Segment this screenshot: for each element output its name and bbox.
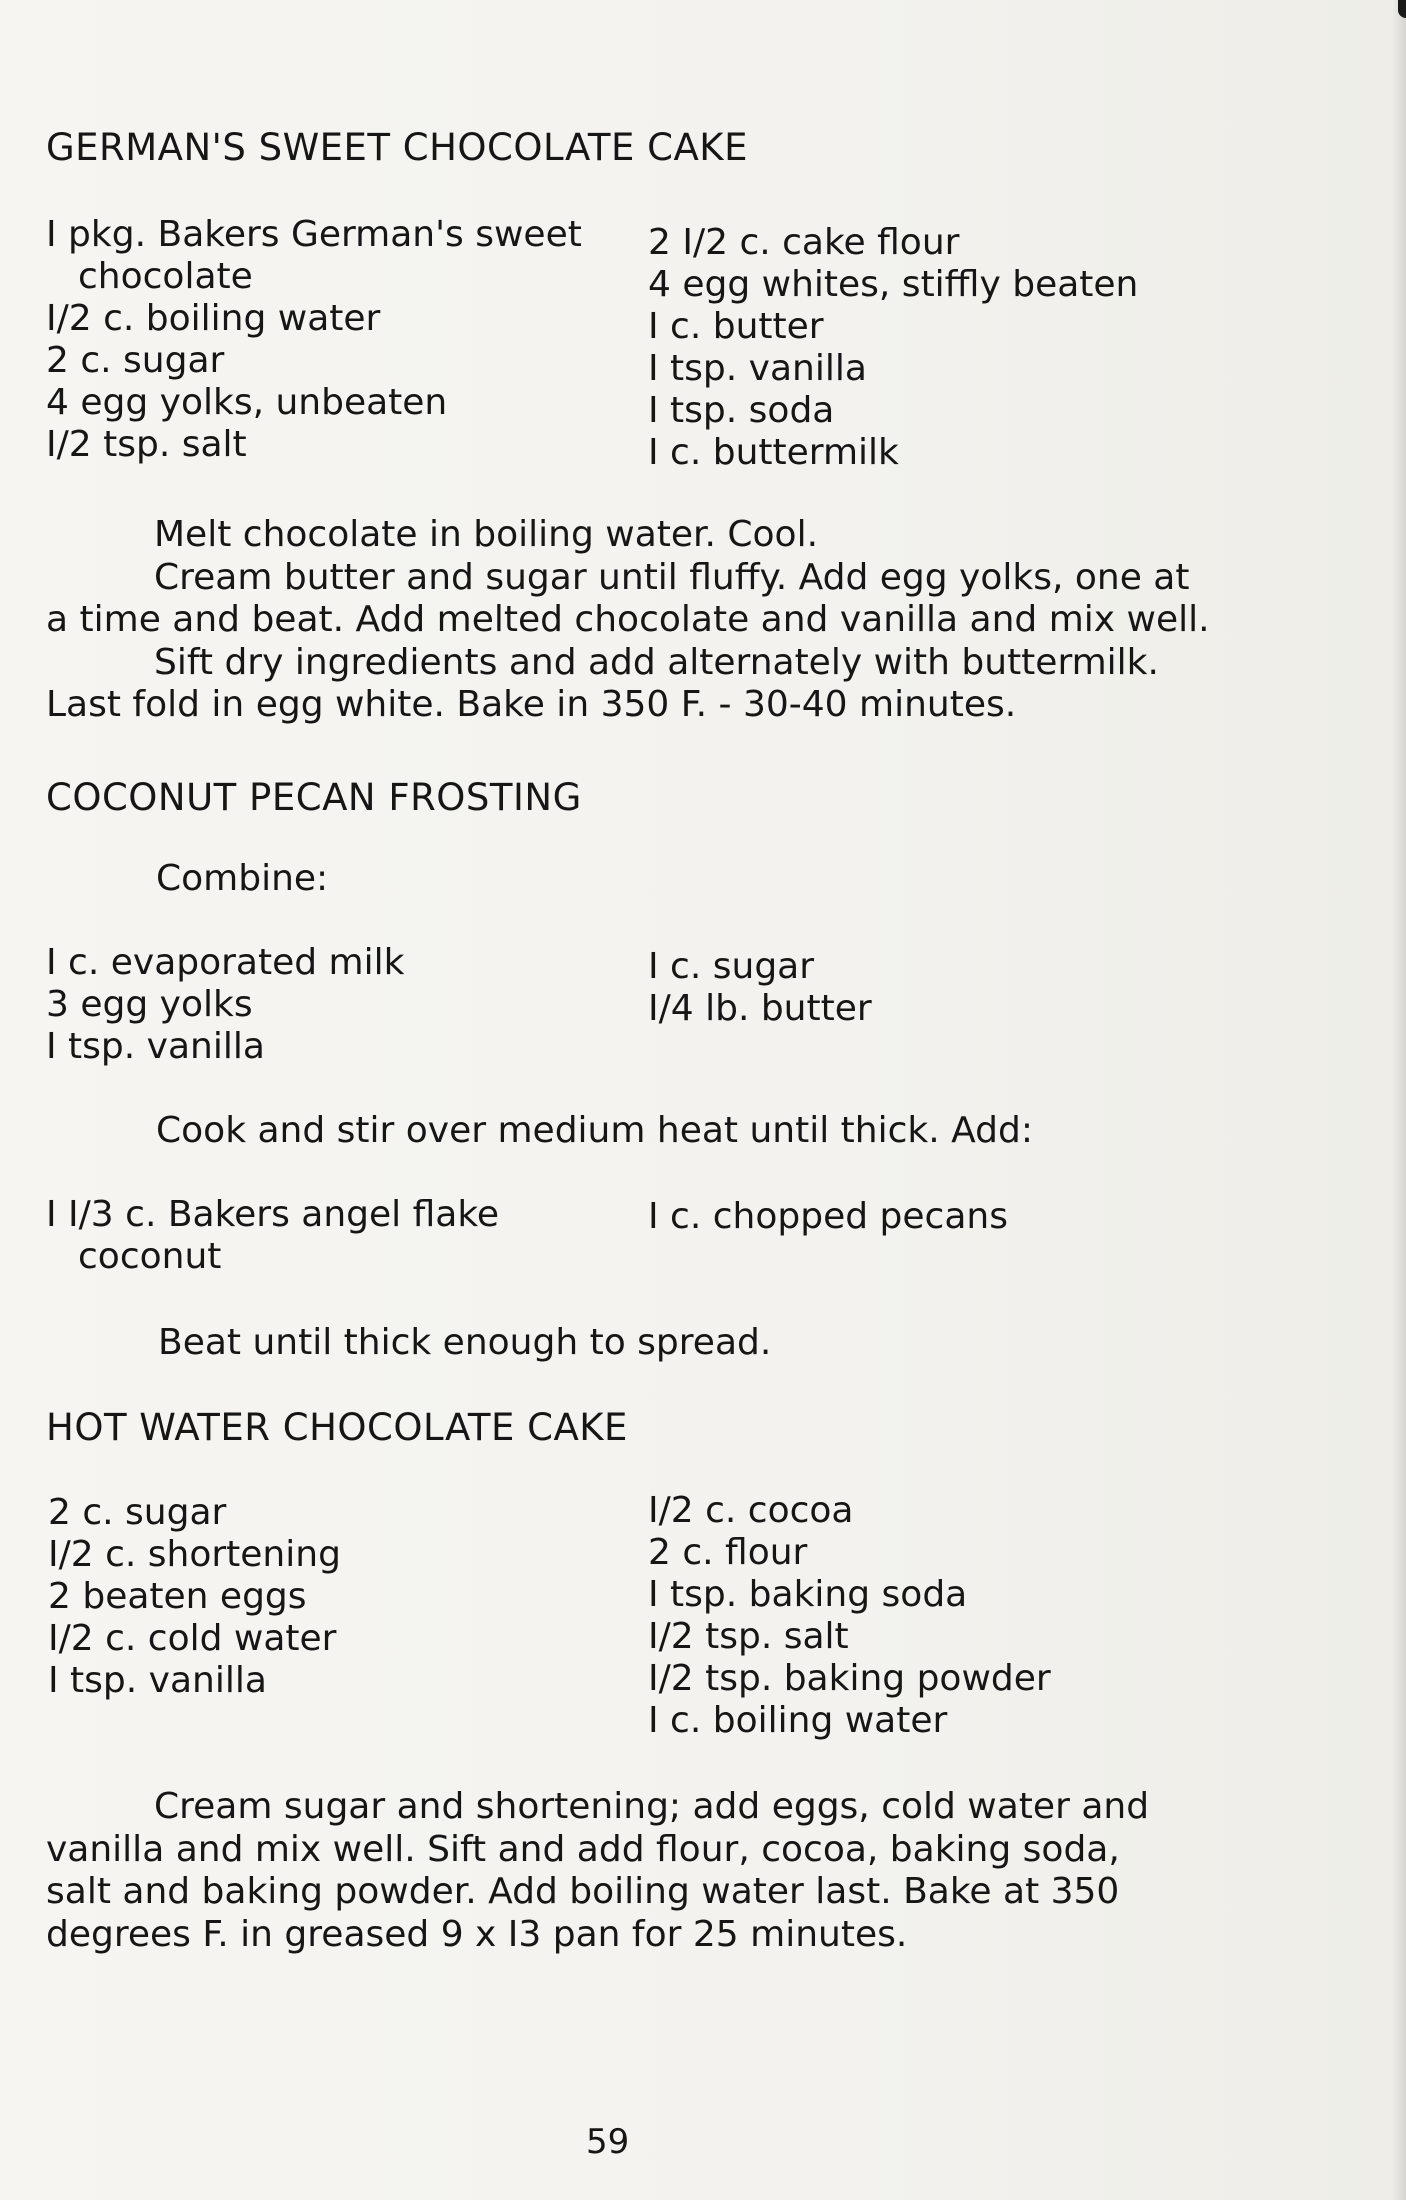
corner-mark: [1398, 0, 1406, 18]
ingredient: I/2 tsp. salt: [46, 424, 247, 465]
german-cake-ingredients-right: [648, 222, 1138, 474]
german-cake-directions: [46, 514, 1246, 727]
ingredient: I c. butter: [648, 306, 824, 347]
hot-water-cake-ingredients-left: [48, 1492, 341, 1702]
frosting-ingredients-right: [648, 946, 872, 1030]
cook-instruction: Cook and stir over medium heat until thick. Add:: [156, 1110, 1033, 1151]
ingredient: I tsp. vanilla: [648, 348, 867, 389]
ingredient: I I/3 c. Bakers angel flake: [46, 1194, 500, 1235]
final-instruction: Beat until thick enough to spread.: [158, 1322, 772, 1363]
page-edge-shadow: [1392, 0, 1406, 2200]
page-number: 59: [586, 2122, 630, 2162]
ingredient: I/2 c. shortening: [48, 1534, 341, 1575]
hot-water-cake-title: HOT WATER CHOCOLATE CAKE: [46, 1406, 628, 1449]
direction-line: Melt chocolate in boiling water. Cool.: [154, 514, 819, 555]
direction-line: degrees F. in greased 9 x I3 pan for 25 minutes.: [46, 1913, 908, 1955]
combine-label: Combine:: [156, 858, 329, 899]
direction-line: vanilla and mix well. Sift and add flour, cocoa, baking soda,: [46, 1828, 1120, 1870]
ingredient: 2 c. flour: [648, 1532, 808, 1573]
direction-line: salt and baking powder. Add boiling water last. Bake at 350: [46, 1871, 1120, 1912]
hot-water-cake-directions: [46, 1786, 1246, 1956]
ingredient: I/4 lb. butter: [648, 988, 872, 1029]
ingredient: 2 c. sugar: [46, 340, 225, 381]
ingredient: I/2 c. boiling water: [46, 298, 381, 339]
ingredient: I c. buttermilk: [648, 432, 899, 473]
ingredient: I c. boiling water: [648, 1700, 948, 1741]
ingredient: I tsp. vanilla: [46, 1026, 265, 1067]
german-cake-title: GERMAN'S SWEET CHOCOLATE CAKE: [46, 126, 748, 169]
ingredient: chocolate: [78, 256, 253, 297]
frosting-add-left: [46, 1194, 499, 1278]
ingredient: I/2 tsp. salt: [648, 1616, 849, 1657]
ingredient: I tsp. baking soda: [648, 1574, 968, 1615]
ingredient: 2 c. sugar: [48, 1492, 227, 1533]
hot-water-cake-ingredients-right: [648, 1490, 1051, 1742]
ingredient: I c. chopped pecans: [648, 1196, 1008, 1237]
ingredient: 4 egg yolks, unbeaten: [46, 382, 448, 423]
ingredient: coconut: [78, 1236, 222, 1277]
ingredient: I/2 c. cocoa: [648, 1490, 854, 1531]
ingredient: 2 beaten eggs: [48, 1576, 307, 1617]
ingredient: I/2 c. cold water: [48, 1618, 337, 1659]
ingredient: 4 egg whites, stiffly beaten: [648, 264, 1139, 305]
direction-line: Cream sugar and shortening; add eggs, cold water and: [154, 1786, 1150, 1827]
frosting-ingredients-left: [46, 942, 404, 1068]
frosting-add-right: [648, 1196, 1008, 1238]
ingredient: 2 I/2 c. cake flour: [648, 222, 960, 263]
direction-line: a time and beat. Add melted chocolate and vanilla and mix well.: [46, 599, 1210, 640]
frosting-title: COCONUT PECAN FROSTING: [46, 776, 582, 819]
ingredient: I tsp. soda: [648, 390, 835, 431]
ingredient: I pkg. Bakers German's sweet: [46, 214, 582, 255]
ingredient: I c. evaporated milk: [46, 942, 405, 983]
ingredient: 3 egg yolks: [46, 984, 253, 1025]
ingredient: I/2 tsp. baking powder: [648, 1658, 1051, 1699]
german-cake-ingredients-left: [46, 214, 582, 466]
direction-line: Cream butter and sugar until fluffy. Add egg yolks, one at: [154, 556, 1190, 598]
direction-line: Sift dry ingredients and add alternately with buttermilk.: [154, 641, 1159, 683]
ingredient: I c. sugar: [648, 946, 815, 987]
ingredient: I tsp. vanilla: [48, 1660, 267, 1701]
direction-line: Last fold in egg white. Bake in 350 F. - 30-40 minutes.: [46, 684, 1017, 725]
